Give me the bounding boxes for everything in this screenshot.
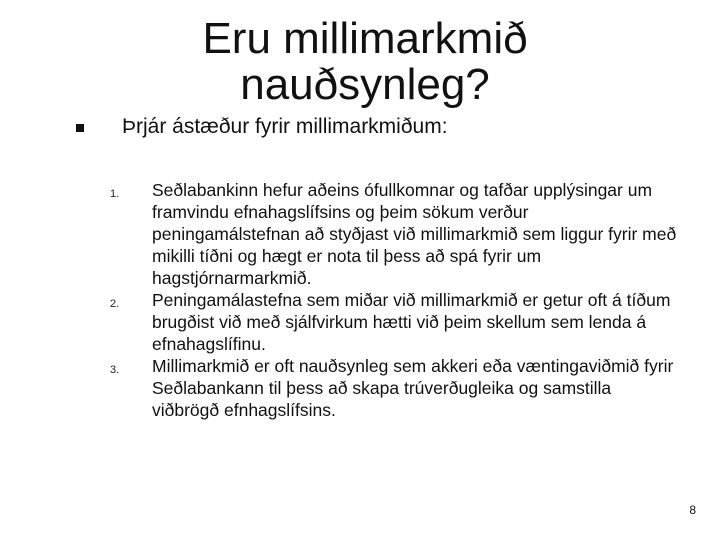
list-item	[110, 355, 690, 421]
list-item-number: 2.	[110, 298, 120, 310]
list-item-number: 3.	[110, 364, 120, 376]
list-item	[110, 179, 690, 289]
bullet-text: Þrjár ástæður fyrir millimarkmiðum:	[122, 115, 448, 138]
list-item	[110, 289, 690, 355]
list-item-text: Peningamálastefna sem miðar við millimarkmið er getur oft á tíðum brugðist við með sjálfvirkum hætti við þeim skellum sem lenda á efnahagslífinu.	[152, 290, 671, 354]
list-item-number: 1.	[110, 188, 120, 200]
list-item-text: Seðlabankinn hefur aðeins ófullkomnar og tafðar upplýsingar um framvindu efnahagslífsins og þeim sökum verður peningamálstefnan að styðjast við millimarkmið sem liggur fyrir með mikilli tíðni og hægt er nota til þess að spá fyrir um hagstjórnarmarkmið.	[152, 180, 677, 288]
page-number: 8	[689, 503, 696, 517]
numbered-list	[110, 179, 690, 421]
square-bullet-icon	[76, 124, 84, 132]
list-item-text: Millimarkmið er oft nauðsynleg sem akkeri eða væntingaviðmið fyrir Seðlabankann til þess að skapa trúverðugleika og samstilla viðbrögð efnhagslífsins.	[152, 356, 674, 420]
slide-title: Eru millimarkmið nauðsynleg?	[202, 14, 528, 109]
